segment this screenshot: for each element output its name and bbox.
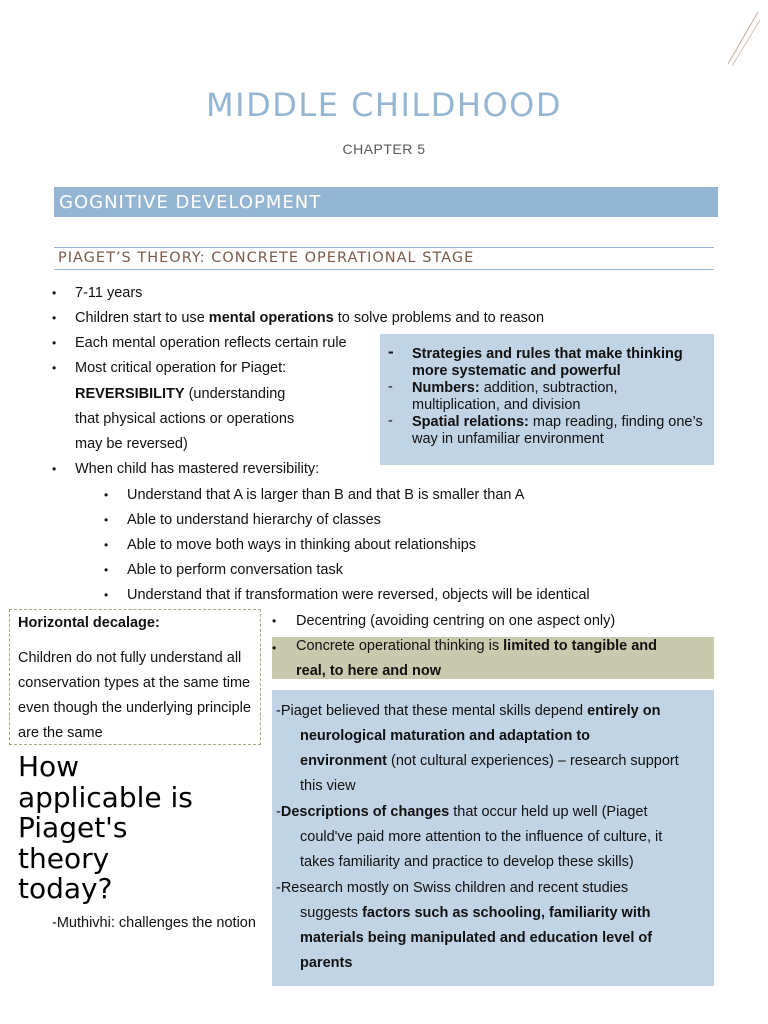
sub-list-item: Able to move both ways in thinking about relationships (127, 537, 477, 553)
list-item: Each mental operation reflects certain rule (75, 335, 347, 351)
bullet-icon: • (104, 563, 109, 577)
subsection-heading: PIAGET’S THEORY: CONCRETE OPERATIONAL STAGE (58, 250, 475, 266)
chapter-label: CHAPTER 5 (342, 141, 426, 157)
side-box-label: Spatial relations: (412, 414, 529, 430)
research-line (300, 901, 651, 926)
dash-marker: - (388, 413, 393, 429)
list-item-continuation: real, to here and now (296, 663, 442, 679)
bullet-icon: • (52, 286, 57, 300)
list-item-text: (understanding (184, 386, 286, 402)
applicability-question: How applicable is Piaget's theory today? (18, 750, 193, 905)
bullet-icon: • (52, 462, 57, 476)
side-box-item: Strategies and rules that make thinking more systematic and powerful (412, 346, 683, 379)
research-line (300, 749, 679, 774)
side-box-text: map reading, finding one’s way in unfamiliar environment (412, 414, 703, 447)
research-line: materials being manipulated and education level of (300, 930, 653, 946)
research-line: neurological maturation and adaptation to (300, 728, 591, 744)
list-item (296, 636, 657, 656)
decalage-box (9, 609, 261, 745)
bullet-icon: • (104, 513, 109, 527)
bullet-icon: • (52, 336, 57, 350)
bullet-icon: • (104, 538, 109, 552)
dash-marker: - (388, 342, 394, 361)
list-item: 7-11 years (75, 285, 143, 301)
list-item-text: Children start to use (75, 310, 209, 326)
research-line (276, 800, 648, 825)
list-item-bold: limited to tangible and (503, 638, 658, 654)
research-text: (not cultural experiences) – research support (387, 753, 679, 769)
concrete-thinking-highlight (272, 637, 714, 679)
bullet-icon: • (52, 361, 57, 375)
research-line (276, 699, 660, 724)
decalage-heading: Horizontal decalage: (18, 615, 160, 631)
research-text: suggests (300, 905, 363, 921)
list-item-bold: mental operations (208, 310, 334, 326)
list-item-continuation: may be reversed) (75, 436, 188, 452)
list-item-text: Concrete operational thinking is (296, 638, 504, 654)
section-heading: GOGNITIVE DEVELOPMENT (59, 192, 322, 213)
sub-list-item: Understand that if transformation were reversed, objects will be identical (127, 587, 590, 603)
decalage-text: Children do not fully understand all conservation types at the same time even though the underlying principle are the same (18, 650, 251, 741)
side-box-item (412, 380, 708, 414)
list-item-continuation (75, 384, 285, 404)
research-text: -Piaget believed that these mental skills depend (276, 703, 588, 719)
research-bold: entirely on (587, 703, 661, 719)
research-line: parents (300, 955, 353, 971)
research-bold: factors such as schooling, familiarity with (362, 905, 651, 921)
sub-list-item: Able to perform conversation task (127, 562, 343, 578)
subsection-heading-box (54, 247, 714, 270)
list-item-text: to solve problems and to reason (333, 310, 545, 326)
side-box-text: addition, subtraction, multiplication, and division (412, 380, 618, 413)
research-bold: Descriptions of changes (280, 804, 450, 820)
research-line: takes familiarity and practice to develop these skills) (300, 854, 634, 870)
research-bold: environment (300, 753, 388, 769)
bullet-icon: • (104, 488, 109, 502)
bullet-icon: • (52, 311, 57, 325)
side-box-label: Numbers: (412, 380, 480, 396)
sub-list-item: Able to understand hierarchy of classes (127, 512, 381, 528)
dash-marker: - (388, 379, 393, 395)
bullet-icon: • (272, 641, 277, 655)
operations-side-box (380, 334, 714, 465)
research-line: could've paid more attention to the influence of culture, it (300, 829, 663, 845)
page-title: MIDDLE CHILDHOOD (206, 86, 562, 124)
list-item: Decentring (avoiding centring on one aspect only) (296, 613, 616, 629)
corner-decoration-lines (718, 4, 762, 68)
section-heading-bar (54, 187, 718, 217)
bullet-icon: • (272, 614, 277, 628)
research-text: that occur held up well (Piaget (449, 804, 648, 820)
research-line: this view (300, 778, 356, 794)
bullet-icon: • (104, 588, 109, 602)
list-item: When child has mastered reversibility: (75, 461, 320, 477)
list-item-continuation: that physical actions or operations (75, 411, 295, 427)
muthivhi-note: -Muthivhi: challenges the notion (52, 915, 256, 931)
research-line: -Research mostly on Swiss children and recent studies (276, 880, 629, 896)
list-item-bold: REVERSIBILITY (75, 386, 185, 402)
list-item (75, 308, 544, 328)
list-item: Most critical operation for Piaget: (75, 360, 287, 376)
sub-list-item: Understand that A is larger than B and that B is smaller than A (127, 487, 525, 503)
side-box-item (412, 414, 708, 448)
research-box (272, 690, 714, 986)
research-text: - (276, 804, 281, 820)
decentring-row (272, 609, 716, 631)
